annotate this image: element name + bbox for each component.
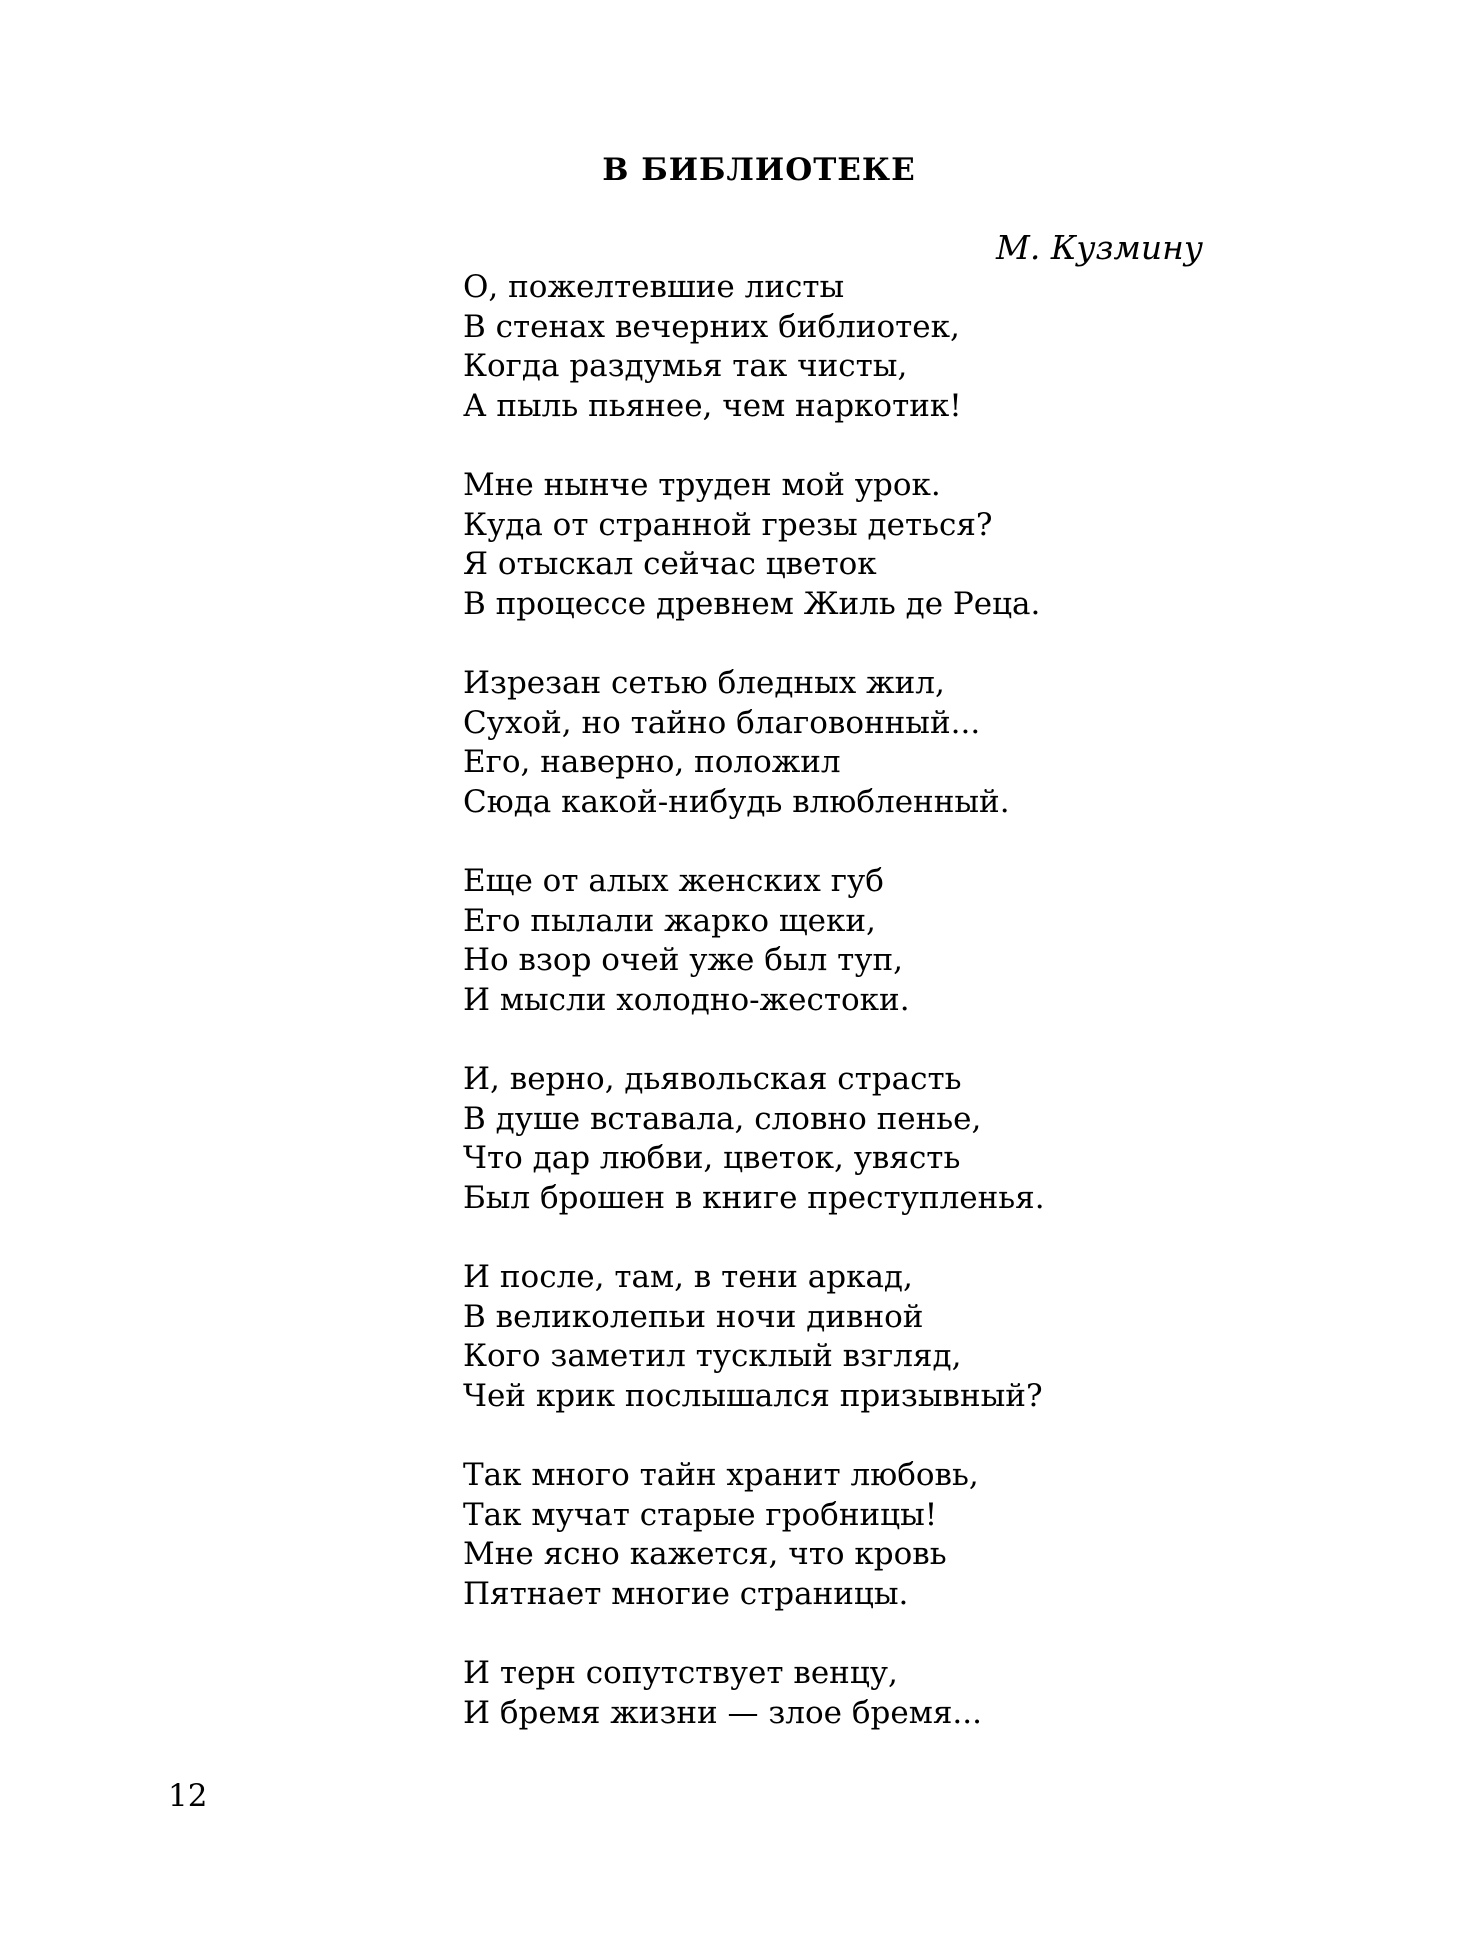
stanza <box>463 664 1223 822</box>
poem-line: Его пылали жарко щеки, <box>463 902 876 939</box>
poem-line: Чей крик послышался призывный? <box>463 1377 1043 1414</box>
poem-line: И, верно, дьявольская страсть <box>463 1061 962 1097</box>
poem-line: Что дар любви, цветок, увясть <box>463 1140 961 1176</box>
poem-line: И терн сопутствует венцу, <box>463 1655 898 1691</box>
poem-title: В БИБЛИОТЕКЕ <box>602 152 916 188</box>
poem-line: И мысли холодно-жестоки. <box>463 981 910 1018</box>
poem-line: Так много тайн хранит любовь, <box>463 1457 979 1493</box>
poem-line: Кого заметил тусклый взгляд, <box>463 1338 962 1374</box>
poem-line: Изрезан сетью бледных жил, <box>463 665 945 701</box>
poem-line: Я отыскал сейчас цветок <box>463 546 877 582</box>
poem-line: Еще от алых женских губ <box>463 863 884 899</box>
stanza <box>463 1258 1223 1416</box>
poem-line: И бремя жизни — злое бремя... <box>463 1694 982 1731</box>
poem-line: Куда от странной грезы деться? <box>463 506 993 543</box>
stanza <box>463 466 1223 624</box>
poem-line: Но взор очей уже был туп, <box>463 942 904 978</box>
poem-line: Когда раздумья так чисты, <box>463 348 908 384</box>
poem-line: Был брошен в книге преступленья. <box>463 1179 1045 1216</box>
poem-line: В великолепьи ночи дивной <box>463 1298 924 1335</box>
stanza <box>463 268 1223 426</box>
stanza <box>463 1654 1223 1733</box>
poem-line: В душе вставала, словно пенье, <box>463 1100 982 1137</box>
stanza <box>463 1060 1223 1218</box>
poem-line: А пыль пьянее, чем наркотик! <box>463 387 962 424</box>
poem-body <box>463 268 1223 1773</box>
poem-line: О, пожелтевшие листы <box>463 269 845 305</box>
poem-line: В стенах вечерних библиотек, <box>463 308 960 345</box>
poem-line: И после, там, в тени аркад, <box>463 1259 913 1295</box>
poem-dedication: М. Кузмину <box>996 228 1203 267</box>
poem-line: Сухой, но тайно благовонный... <box>463 704 981 741</box>
page-number: 12 <box>168 1778 208 1814</box>
poem-line: Сюда какой-нибудь влюбленный. <box>463 783 1010 820</box>
poem-line: Пятнает многие страницы. <box>463 1575 909 1612</box>
stanza <box>463 1456 1223 1614</box>
stanza <box>463 862 1223 1020</box>
poem-line: Его, наверно, положил <box>463 744 841 780</box>
poem-line: Так мучат старые гробницы! <box>463 1496 938 1533</box>
poem-line: Мне нынче труден мой урок. <box>463 467 941 503</box>
poem-line: В процессе древнем Жиль де Реца. <box>463 585 1041 622</box>
poem-line: Мне ясно кажется, что кровь <box>463 1536 947 1572</box>
